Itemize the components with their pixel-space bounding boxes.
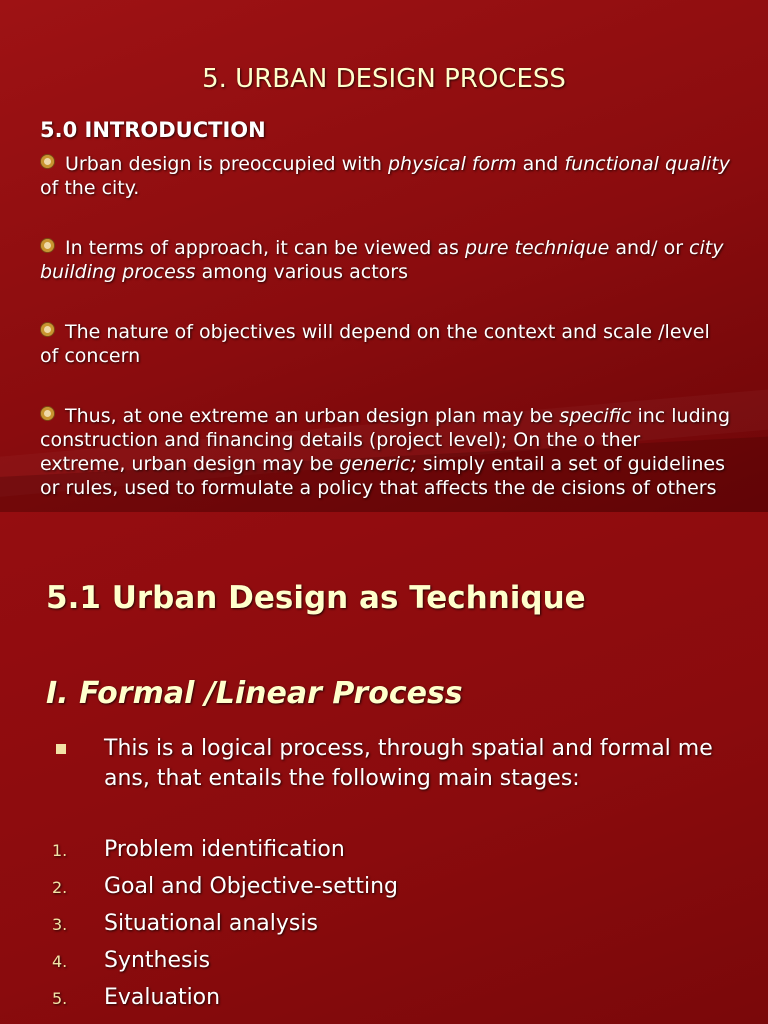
step-number: 2. bbox=[52, 878, 68, 897]
intro-bullet bbox=[40, 236, 730, 284]
process-step bbox=[52, 985, 732, 1022]
step-label: Evaluation bbox=[104, 985, 221, 1010]
bullet-text: and/ or bbox=[609, 237, 690, 259]
process-step bbox=[52, 837, 732, 874]
slide-technique bbox=[0, 512, 768, 1024]
intro-bullet bbox=[40, 404, 730, 500]
process-description-text: This is a logical process, through spatial and formal me ans, that entails the following main stages: bbox=[104, 736, 713, 791]
intro-bullet-list bbox=[40, 152, 730, 500]
subsection-title: I. Formal /Linear Process bbox=[46, 676, 463, 711]
bullet-text: In terms of approach, it can be viewed as bbox=[65, 237, 465, 259]
round-bullet-icon bbox=[40, 154, 55, 169]
round-bullet-icon bbox=[40, 322, 55, 337]
round-bullet-icon bbox=[40, 238, 55, 253]
step-label: Synthesis bbox=[104, 948, 211, 973]
step-number: 5. bbox=[52, 989, 68, 1008]
bullet-text: Urban design is preoccupied with bbox=[65, 153, 388, 175]
process-step bbox=[52, 948, 732, 985]
emphasized-text: city building process bbox=[40, 237, 724, 283]
emphasized-text: pure technique bbox=[464, 237, 610, 259]
emphasized-text: functional quality bbox=[564, 153, 730, 175]
section-title: 5.1 Urban Design as Technique bbox=[46, 580, 586, 616]
step-number: 1. bbox=[52, 841, 68, 860]
bullet-text: inc luding construction and financing details (project level); On the o ther extreme, urban design may be bbox=[40, 405, 731, 475]
section-heading: 5.0 INTRODUCTION bbox=[40, 118, 266, 142]
process-step bbox=[52, 874, 732, 911]
slide-title: 5. URBAN DESIGN PROCESS bbox=[202, 64, 566, 94]
step-label: Situational analysis bbox=[104, 911, 318, 936]
emphasized-text: physical form bbox=[387, 153, 517, 175]
process-steps-list bbox=[52, 837, 732, 1022]
process-description bbox=[56, 734, 736, 794]
emphasized-text: generic; bbox=[339, 453, 417, 475]
step-label: Problem identification bbox=[104, 837, 345, 862]
step-label: Goal and Objective-setting bbox=[104, 874, 399, 899]
process-step bbox=[52, 911, 732, 948]
emphasized-text: specific bbox=[559, 405, 632, 427]
bullet-text: The nature of objectives will depend on the context and scale /level of concern bbox=[40, 321, 710, 367]
intro-bullet bbox=[40, 320, 730, 368]
bullet-text: among various actors bbox=[195, 261, 408, 283]
square-bullet-icon bbox=[56, 744, 66, 754]
round-bullet-icon bbox=[40, 406, 55, 421]
bullet-text: Thus, at one extreme an urban design plan may be bbox=[65, 405, 560, 427]
step-number: 4. bbox=[52, 952, 68, 971]
bullet-text: simply entail a set of guidelines or rules, used to formulate a policy that affects the de cisions of others bbox=[40, 453, 725, 499]
step-number: 3. bbox=[52, 915, 68, 934]
bullet-text: and bbox=[516, 153, 565, 175]
intro-bullet bbox=[40, 152, 730, 200]
bullet-text: of the city. bbox=[40, 177, 140, 199]
